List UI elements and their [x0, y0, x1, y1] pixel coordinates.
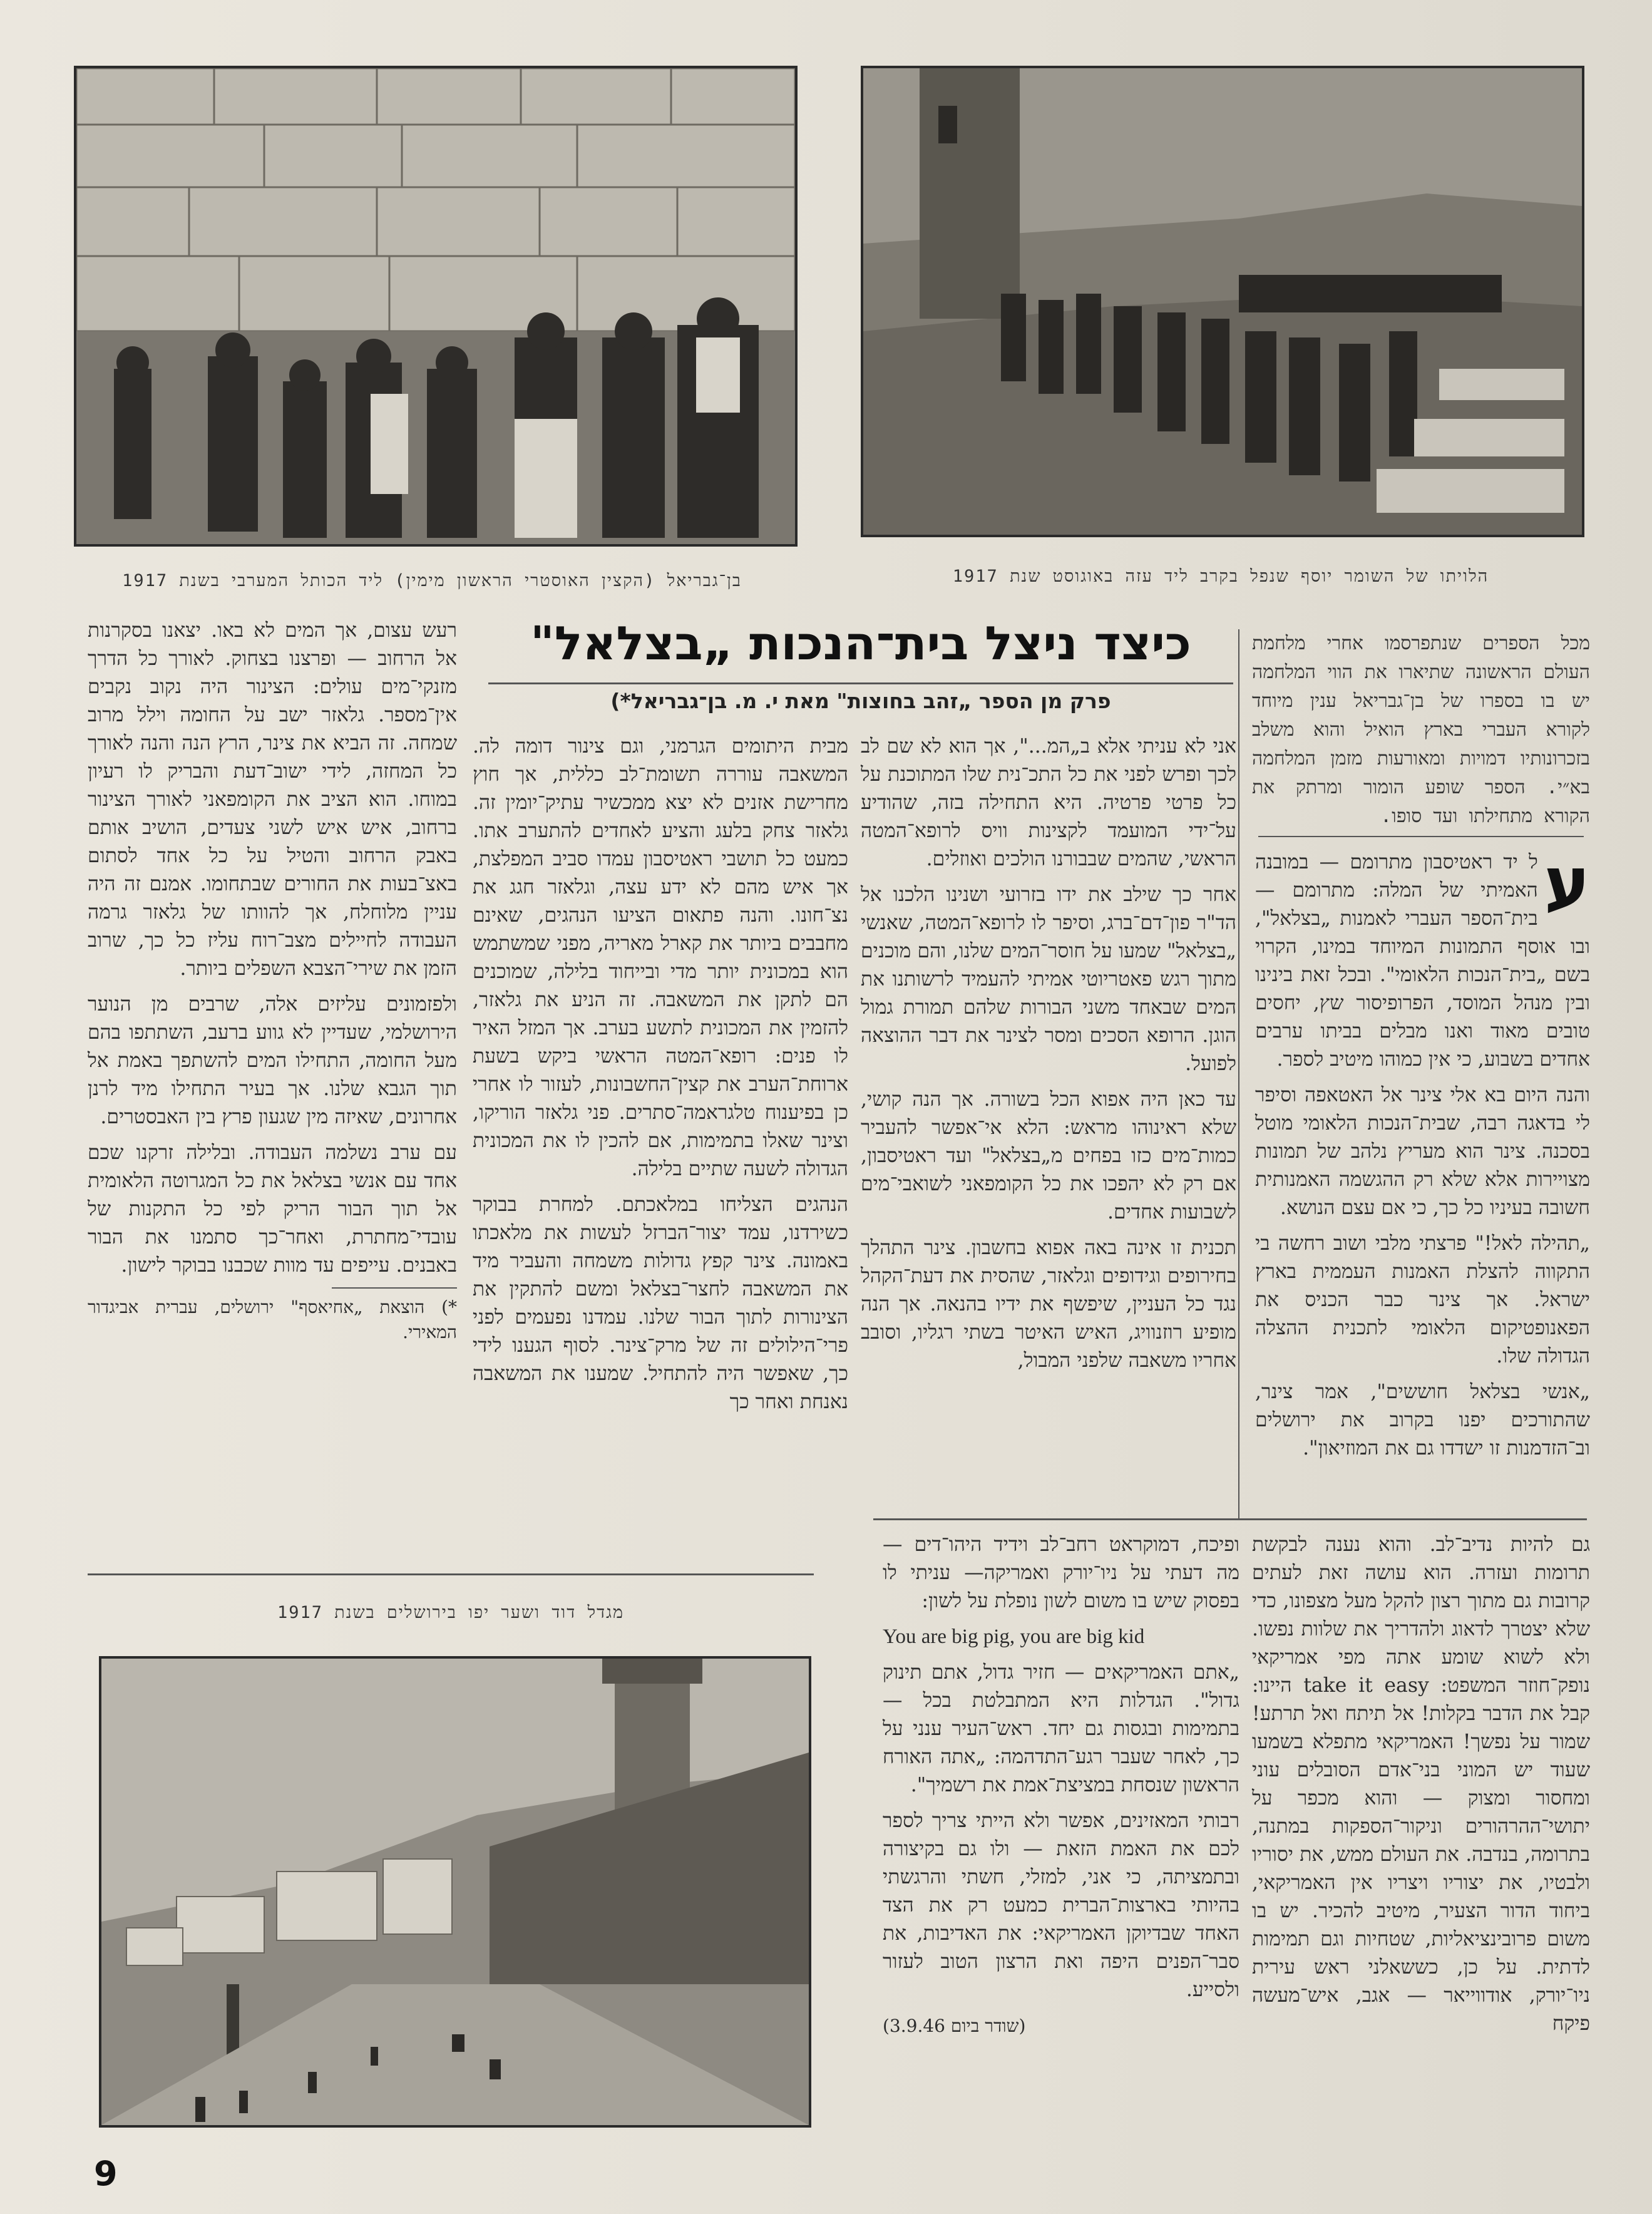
column-divider-vertical [1238, 629, 1239, 1518]
paragraph: והנה היום בא אלי צינר אל האטאפה וסיפר לי בדאגה רבה, שבית־הנכות הלאומי מוטל בסכנה. צינר הוא מעריץ נלהב של תמונות מצויירות אלא שלא רק ההגשמה האמנותית חשובה בעיניו כל כך, כי אם עצם הנושא. [1255, 1084, 1590, 1219]
article-subtitle: פרק מן הספר „זהב בחוצות" מאת י. מ. בן־גבריאל*) [610, 689, 1111, 713]
title-rule [488, 682, 1233, 684]
drop-cap: ע [1544, 842, 1590, 922]
paragraph: עד כאן היה אפוא הכל בשורה. אך הנה קושי, שלא ראינוהו מראש: הלא אי־אפשר להעביר כמות־מים כזו בפחים מ„בצלאל" ועד ראטיסבון, אם רק לא יהפכו את כל הקומפאני לשואבי־מים לשבועות אחדים. [861, 1088, 1236, 1223]
paragraph: ל יד ראטיסבון מתרומם — במובנה האמיתי של המלה: מתרומם — בית־הספר העברי לאמנות „בצלאל", ובו אוסף התמונות המיוחד במינו, הקרוי בשם „בית־הנכות הלאומי". ובכל זאת בינינו ובין מנהל המוסד, הפרופיסור שץ, יחסים טובים מאוד ואנו מבלים בביתו ערבים אחדים בשבוע, כי אין כמוהו מיטיב לספר. [1255, 851, 1590, 1071]
caption-funeral: הלויתו של השומר יוסף שנפל בקרב ליד עזה באוגוסט שנת 1917 [952, 567, 1489, 586]
tower-of-david-image [101, 1659, 809, 2125]
lower-column-middle [883, 1531, 1239, 2047]
article-title: כיצד ניצל בית־הנכות „בצלאל" [530, 617, 1191, 671]
article-column-2 [861, 733, 1236, 1382]
caption-tower-of-david: מגדל דוד ושער יפו בירושלים בשנת 1917 [277, 1603, 624, 1622]
lower-section-rule-left [88, 1573, 814, 1575]
funeral-image [863, 68, 1582, 535]
photo-funeral [861, 66, 1584, 537]
paragraph: אני לא עניתי אלא ב„המ...", אך הוא לא שם לב לכך ופרש לפני את כל התכ־נית שלו המתוכנת על כל פרטי פרטיה. היא התחילה בזה, שהודיע על־ידי המועמד לקצינות וויס לרופא־המטה הראשי, שהמים שבבורנו הולכים ואוזלים. [861, 735, 1236, 870]
intro-rule [1258, 836, 1584, 837]
paragraph: אחר כך שילב את ידו בזרועי ושנינו הלכנו אל הד"ר פון־דם־ברג, וסיפר לו לרופא־המטה, שאנשי „בצלאל" שמעו על חוסר־המים שלנו, והם מוכנים מתוך רגש פאטריוטי אמיתי להעמיד לרשותנו את המים שבאחד משני הבורות שלהם תמורת גמול הוגן. הרופא הסכים ומסר לצינר את דבר ההוצאה לפועל. [861, 883, 1236, 1075]
photo-tower-of-david [99, 1656, 811, 2128]
article-column-4 [88, 617, 457, 1352]
article-column-3 [473, 733, 848, 1424]
paragraph: „אנשי בצלאל חוששים", אמר צינר, שהתורכים יפנו בקרוב את ירושלים וב־הזדמנות זו ישדדו גם את המוזיאון". [1255, 1381, 1590, 1460]
paragraph: רבותי המאזינים, אפשר ולא הייתי צריך לספר לכם את האמת הזאת — ולו גם בקיצורה ובתמציתה, כי אני, למזלי, חשתי והרגשתי בהיותי בארצות־הברית כמעט רק את הצד האחד שבדיוקן האמריקאי: את האדיבות, את סבר־הפנים היפה ואת הרצון הטוב לעזור ולסייע. [883, 1810, 1239, 2001]
page-number: 9 [94, 2154, 118, 2193]
paragraph: מבית היתומים הגרמני, וגם צינור דומה לה. המשאבה עוררה תשומת־לב כללית, אך חוץ מחרישת אזנים לא יצא ממכשיר עתיק־יומין זה. גלאזר צחק בלעג והציע לאחדים להתערב אתו. כמעט כל תושבי ראטיסבון עמדו סביב המפלצת, אך איש מהם לא ידע עצה, וגלאזר חגג את נצ־חונו. והנה פתאום הציעו הנהגים, שאינם מחבבים ביותר את קארל מאריה, מפני שמשתמש הוא במכונית יותר מדי ובייחוד בלילה, שמוכנים הם לתקן את המשאבה. זה הניע את גלאזר, להזמין את המכונית לתשע בערב. אך המזל האיר לו פנים: רופא־המטה הראשי ביקש בשעת ארוחת־הערב את קצין־החשבונות, לעזור לו אחרי כן בפיענוח טלגראמה־סתרים. פני גלאזר הוריקו, וצינר שאלו בתמימות, אם להכין לו את המכונית הגדולה לשעה שתיים בלילה. [473, 735, 848, 1180]
paragraph: עם ערב נשלמה העבודה. ובלילה זרקנו שכם אחד עם אנשי בצלאל את כל המגרוטה הלאומית אל תוך הבור הריק לפי כל התקנות של עובדי־מחתרת, ואחר־כך סתמנו את הבור באבנים. עייפים עד מוות שכבנו בבוקר לישון. [88, 1141, 457, 1277]
paragraph: הנהגים הצליחו במלאכתם. למחרת בבוקר כשירדנו, עמד יצור־הברזל לעשות את מלאכתו באמונה. צינר קפץ גדולות משמחה והעביר מיד את המשאבה לחצר־בצלאל ומשם להתקין את הצינורות לתוך הבור שלנו. עמדנו נפעמים לפני פרי־הילולים זה של מרק־צינר. לסוף הגענו לידי כך, שאפשר היה להתחיל. שמענו את המשאבה נאנחת ואחר כך [473, 1193, 848, 1413]
english-quote: You are big pig, you are big kid [883, 1625, 1145, 1648]
paragraph: „אתם האמריקאים — חזיר גדול, אתם תינוק גדול". הגדלות היא המתבלטת בכל — בתמימות ובגסות גם יחד. ראש־העיר ענני על כך, לאחר שעבר רגע־התדהמה: „אתה האורח הראשון שנסחת במציצת־אמת את רשמיך". [883, 1661, 1239, 1796]
article-column-1 [1255, 842, 1590, 1470]
lower-section-rule-right [873, 1518, 1587, 1520]
paragraph: תכנית זו אינה באה אפוא בחשבון. צינר התהלך בחירופים וגידופים וגלאזר, שהסית את דעת־הקהל נגד כל העניין, שיפשף את ידיו בהנאה. אך הנה מופיע רוזנוויג, האיש האיטר בשתי רגליו, וסובב אחריו משאבה שלפני המבול, [861, 1237, 1236, 1372]
footnote-rule [332, 1287, 457, 1289]
broadcast-note: (שודר ביום 3.9.46) [883, 2016, 1026, 2036]
caption-western-wall: בן־גבריאל (הקצין האוסטרי הראשון מימין) ליד הכותל המערבי בשנת 1917 [122, 571, 742, 590]
paragraph: ולפזמונים עליזים אלה, שרבים מן הנוער הירושלמי, שעדיין לא גווע ברעב, השתתפו בהם מעל החומה, התחילו המים להשתפך באמת אל תוך הגבא שלנו. אך בעיר התחילו מיד לרנן אחרונים, שאיזה מין שגעון פרץ בין האבסטרים. [88, 993, 457, 1128]
paragraph: ופיכח, דמוקראט רחב־לב וידיד היהו־דים — מה דעתי על ניו־יורק ואמריקה— עניתי לו בפסוק שיש בו משום לשון נופלת על לשון: [883, 1533, 1239, 1612]
photo-western-wall [74, 66, 798, 547]
footnote: *) הוצאת „אחיאסף" ירושלים, עברית אביגדור המאירי. [88, 1297, 457, 1342]
paragraph: „תהילה לאל!" פרצתי מלבי ושוב רחשה בי התקווה להצלת האמנות העממית בארץ ישראל. אך צינר כבר הכניס את הפאנופטיקום הלאומי לתכנית ההצלה הגדולה שלו. [1255, 1232, 1590, 1367]
paragraph: רעש עצום, אך המים לא באו. יצאנו בסקרנות אל הרחוב — ופרצנו בצחוק. לאורך כל הדרך מזנקי־מים עולים: הצינור היה נקוב נקבים אין־מספר. גלאזר ישב על החומה וילל מרוב שמחה. זה הביא את צינר, הרץ הנה והנה לאורך כל המחזה, לידי ישוב־דעת והבריק לו רעיון במוחו. הוא הציב את הקומפאני לאורך הצינור ברחוב, איש איש לשני צעדים, הושיב אותם באבק הרחוב והטיל על כל אחד לסתום באצ־בעות את החורים שבתחומו. אמנם זה היה עניין מלוחלח, אך להוותו של גלאזר גרמה העבודה לחיילים מצב־רוח עליז כל כך, שרוב הזמן את שירי־הצבא השפלים ביותר. [88, 619, 457, 980]
lower-column-right: גם להיות נדיב־לב. והוא נענה לבקשת תרומות ועזרה. הוא עושה זאת לעתים קרובות גם מתוך רצון להקל מעל מצפונו, כדי שלא יצטרך לדאוג ולהדריך את שלוות נפשו. ולא לשוא שומע אתה מפי אמריקאי נופק־חוזר המשפט: take it easy היינו: קבל את הדבר בקלות! אל תיתח ואל תרתע! שמור על נפשך! האמריקאי מתפלא בשמעו שעוד יש המוני בני־אדם הסובלים עוני ומחסור ומצוק — והוא מכפר על יתושי־ההרהורים וניקור־הספקות במתנה, בתרומה, בנדבה. את העולם ממש, את יסוריו ולבטיו, את יצוריו ויצריו אין האמריקאי, ביחוד הדור הצעיר, מיטיב להכיר. יש בו משום פרובינציאליות, שטחיות וגם תמימות לדתית. על כן, כששאלני ראש עירית ניו־יורק, אודווייאר — אגב, איש־מעשה פיקח [1252, 1533, 1590, 2035]
article-intro: מכל הספרים שנתפרסמו אחרי מלחמת העולם הראשונה שתיארו את הווי המלחמה יש בו בספרו של בן־גבריאל ענין מיוחד לקורא העברי בארץ הואיל והוא משלב בזכרונותיו דמויות ומאורעות מזמן המלחמה בא״י. הספר שופע הומור ומרתק את הקורא מתחילתו ועד סופו. [1252, 632, 1590, 827]
western-wall-image [76, 68, 795, 544]
